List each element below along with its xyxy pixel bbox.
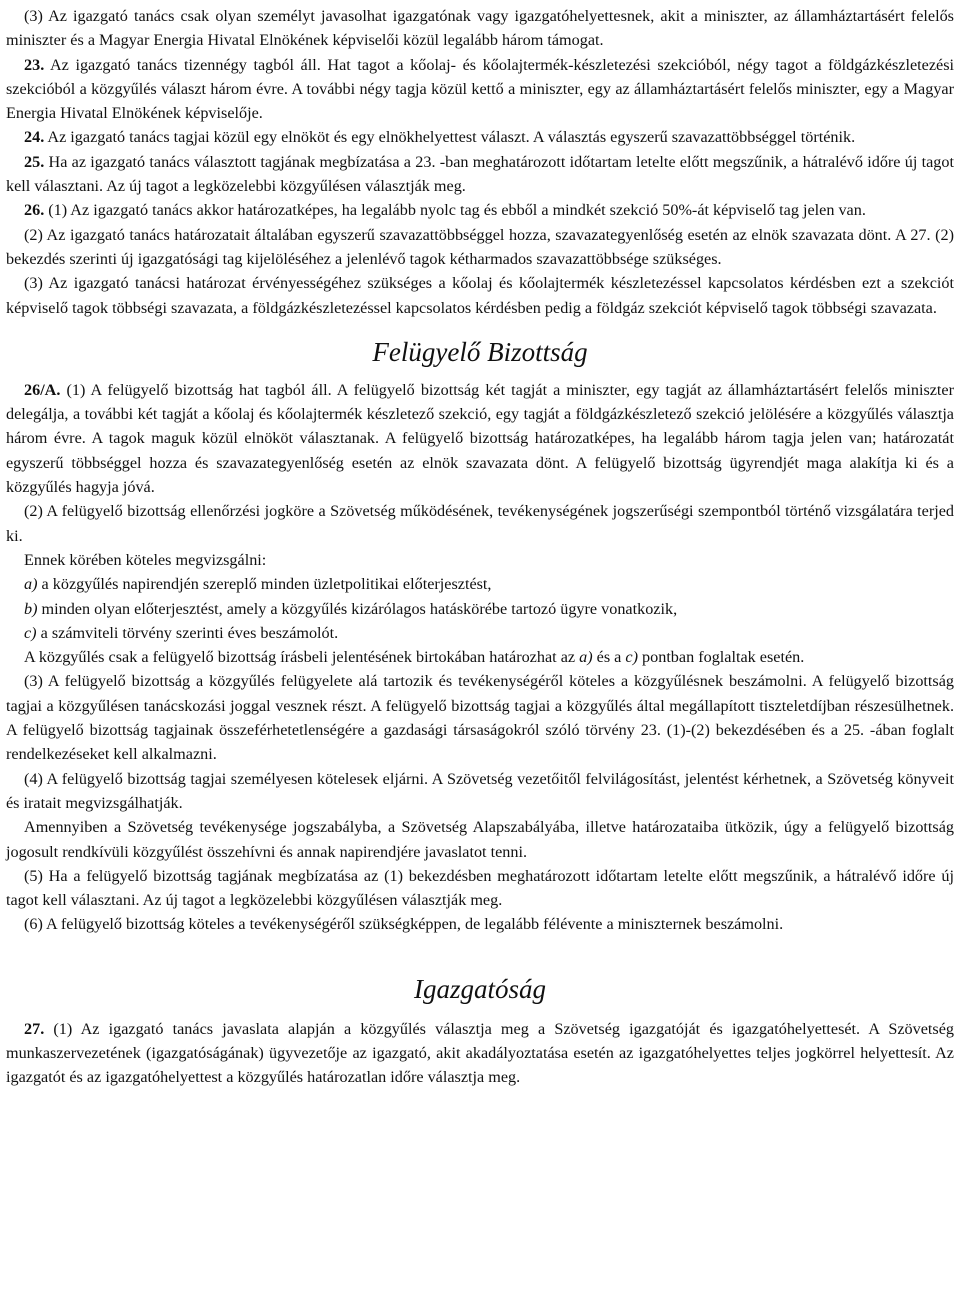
heading-igazgatosag: Igazgatóság: [413, 973, 546, 1004]
text-segment: pontban foglaltak esetén.: [637, 648, 805, 667]
paragraph-26a-5: (5) Ha a felügyelő bizottság tagjának megbízatása az (1) bekezdésben meghatározott időtartam letelte előtt megszűnik, a hátralévő időre új tagot kell választani. Az új tagot a legközelebbi közgyűlésen választják meg.: [6, 866, 954, 910]
paragraph-text: Az igazgató tanács tagjai közül egy elnököt és egy elnökhelyettest választ. A választás egyszerű szavazattöbbséggel történik.: [44, 128, 856, 147]
paragraph-26-1: [6, 198, 954, 222]
section-number: 26.: [24, 201, 45, 220]
list-label: c): [24, 623, 37, 642]
heading-felugyelo-bizottsag: Felügyelő Bizottság: [372, 336, 588, 367]
paragraph-26a-6: (6) A felügyelő bizottság köteles a tevékenységéről szükségképpen, de legalább félévente a miniszternek beszámolni.: [24, 915, 784, 934]
paragraph-26a-4: (4) A felügyelő bizottság tagjai személyesen kötelesek eljárni. A Szövetség vezetőitől felvilágosítást, jelentést kérhetnek, a Szövetség könyveit és iratait megvizsgálhatják.: [6, 769, 954, 812]
section-number: 25.: [24, 152, 45, 171]
list-text: a közgyűlés napirendjén szereplő minden üzletpolitikai előterjesztést,: [37, 575, 492, 594]
paragraph-25: [6, 150, 954, 199]
list-item-a: [6, 572, 954, 596]
paragraph-27-1: [6, 1017, 954, 1090]
list-ref-c: c): [625, 648, 638, 667]
paragraph-text: Az igazgató tanács tizennégy tagból áll. Hat tagot a kőolaj- és kőolajtermék-készletezési szekcióból, négy tagot a földgázkészletezési szekcióból a közgyűlés választ három évre. A további négy tagja közül kettő a miniszter, egy az államháztartásért felelős miniszter, egy a Magyar Energia Hivatal Elnökének képviselője.: [6, 55, 954, 123]
text-segment: és a: [592, 648, 626, 667]
list-ref-a: a): [579, 648, 593, 667]
section-number: 24.: [24, 128, 45, 147]
paragraph-26a-2: (2) A felügyelő bizottság ellenőrzési jogköre a Szövetség működésének, tevékenységének jogszerűségi szempontból történő vizsgálatára terjed ki.: [6, 502, 954, 545]
list-item-c: [6, 621, 954, 645]
paragraph-26a-1: [6, 378, 954, 499]
paragraph-text: (1) Az igazgató tanács akkor határozatképes, ha legalább nyolc tag és ebből a mindkét szekció 50%-át képviselő tag jelen van.: [44, 201, 866, 220]
paragraph-text: (1) Az igazgató tanács javaslata alapján a közgyűlés választja meg a Szövetség igazgatóját és igazgatóhelyettesét. A Szövetség munkaszervezetének (igazgatóságának) ügyvezetője az igazgató, akit akadályoztatása esetén az igazgatóhelyettes teljes jogkörrel helyettesít. Az igazgatót és az igazgatóhelyettest a közgyűlés határozatlan időre választja meg.: [6, 1019, 954, 1087]
section-number: 26/A.: [24, 380, 61, 399]
list-text: a számviteli törvény szerinti éves beszámolót.: [36, 623, 339, 642]
paragraph-26a-2-conclusion: [6, 645, 954, 669]
section-number: 27.: [24, 1019, 45, 1038]
paragraph-text: Ha az igazgató tanács választott tagjának megbízatása a 23. -ban meghatározott időtartam letelte előtt megszűnik, a hátralévő időre új tagot kell választani. Az új tagot a legközelebbi közgyűlésen választják meg.: [6, 152, 954, 196]
paragraph-24: [6, 125, 954, 149]
paragraph-23: [6, 53, 954, 126]
section-number: 23.: [24, 55, 45, 74]
list-label: a): [24, 575, 38, 594]
paragraph-26a-2-intro: Ennek körében köteles megvizsgálni:: [24, 550, 267, 569]
text-segment: A közgyűlés csak a felügyelő bizottság írásbeli jelentésének birtokában határozhat az: [24, 648, 580, 667]
paragraph-22-3: (3) Az igazgató tanács csak olyan személyt javasolhat igazgatónak vagy igazgatóhelyettesnek, akit a miniszter, az államháztartásért felelős miniszter és a Magyar Energia Hivatal Elnökének képviselői közül legalább három támogat.: [6, 7, 954, 50]
paragraph-26a-4b: Amennyiben a Szövetség tevékenysége jogszabályba, a Szövetség Alapszabályába, illetve határozataiba ütközik, úgy a felügyelő bizottság jogosult rendkívüli közgyűlést összehívni és annak napirendjére javaslatot tenni.: [6, 818, 954, 861]
paragraph-26a-3: (3) A felügyelő bizottság a közgyűlés felügyelete alá tartozik és tevékenységéről köteles a közgyűlésnek beszámolni. A felügyelő bizottság tagjai a közgyűlésen tanácskozási joggal vesznek részt. A felügyelő bizottság tagjai a közgyűlés által megállapított tiszteletdíjban részesülhetnek. A felügyelő bizottság tagjainak összeférhetetlenségére a gazdasági társaságokról szóló törvény 23. (1)-(2) bekezdésében és a 25. -ában foglalt rendelkezéseket kell alkalmazni.: [6, 672, 954, 764]
list-label: b): [24, 599, 38, 618]
paragraph-text: (1) A felügyelő bizottság hat tagból áll. A felügyelő bizottság két tagját a miniszter, egy tagját az államháztartásért felelős miniszter delegálja, a további két tagját a kőolaj és kőolajtermék készletező szekció, egy tagját a földgázkészletező szekció jelölésére a közgyűlés választja három évre. A tagok maguk közül elnököt választanak. A felügyelő bizottság határozatképes, ha legalább három tagja jelen van; határozatát egyszerű többséggel hozza és szavazategyenlőség esetén az elnök szavazata dönt. A felügyelő bizottság ügyrendjét maga alakítja ki és a közgyűlés hagyja jóvá.: [6, 380, 954, 497]
list-text: minden olyan előterjesztést, amely a közgyűlés kizárólagos hatáskörébe tartozó ügyre vonatkozik,: [37, 599, 678, 618]
paragraph-26-3: (3) Az igazgató tanácsi határozat érvényességéhez szükséges a kőolaj és kőolajtermék készletezéssel kapcsolatos kérdésben ezt a szekciót képviselő tagok többségi szavazata, a földgázkészletezéssel kapcsolatos kérdésben pedig a földgáz szekciót képviselő tagok többségi szavazata.: [6, 274, 954, 317]
paragraph-26-2: (2) Az igazgató tanács határozatait általában egyszerű szavazattöbbséggel hozza, szavazategyenlőség esetén az elnök szavazata dönt. A 27. (2) bekezdés szerinti új igazgatósági tag kijelöléséhez a jelenlévő tagok kétharmados szavazattöbbsége szükséges.: [6, 225, 954, 268]
list-item-b: [6, 597, 954, 621]
